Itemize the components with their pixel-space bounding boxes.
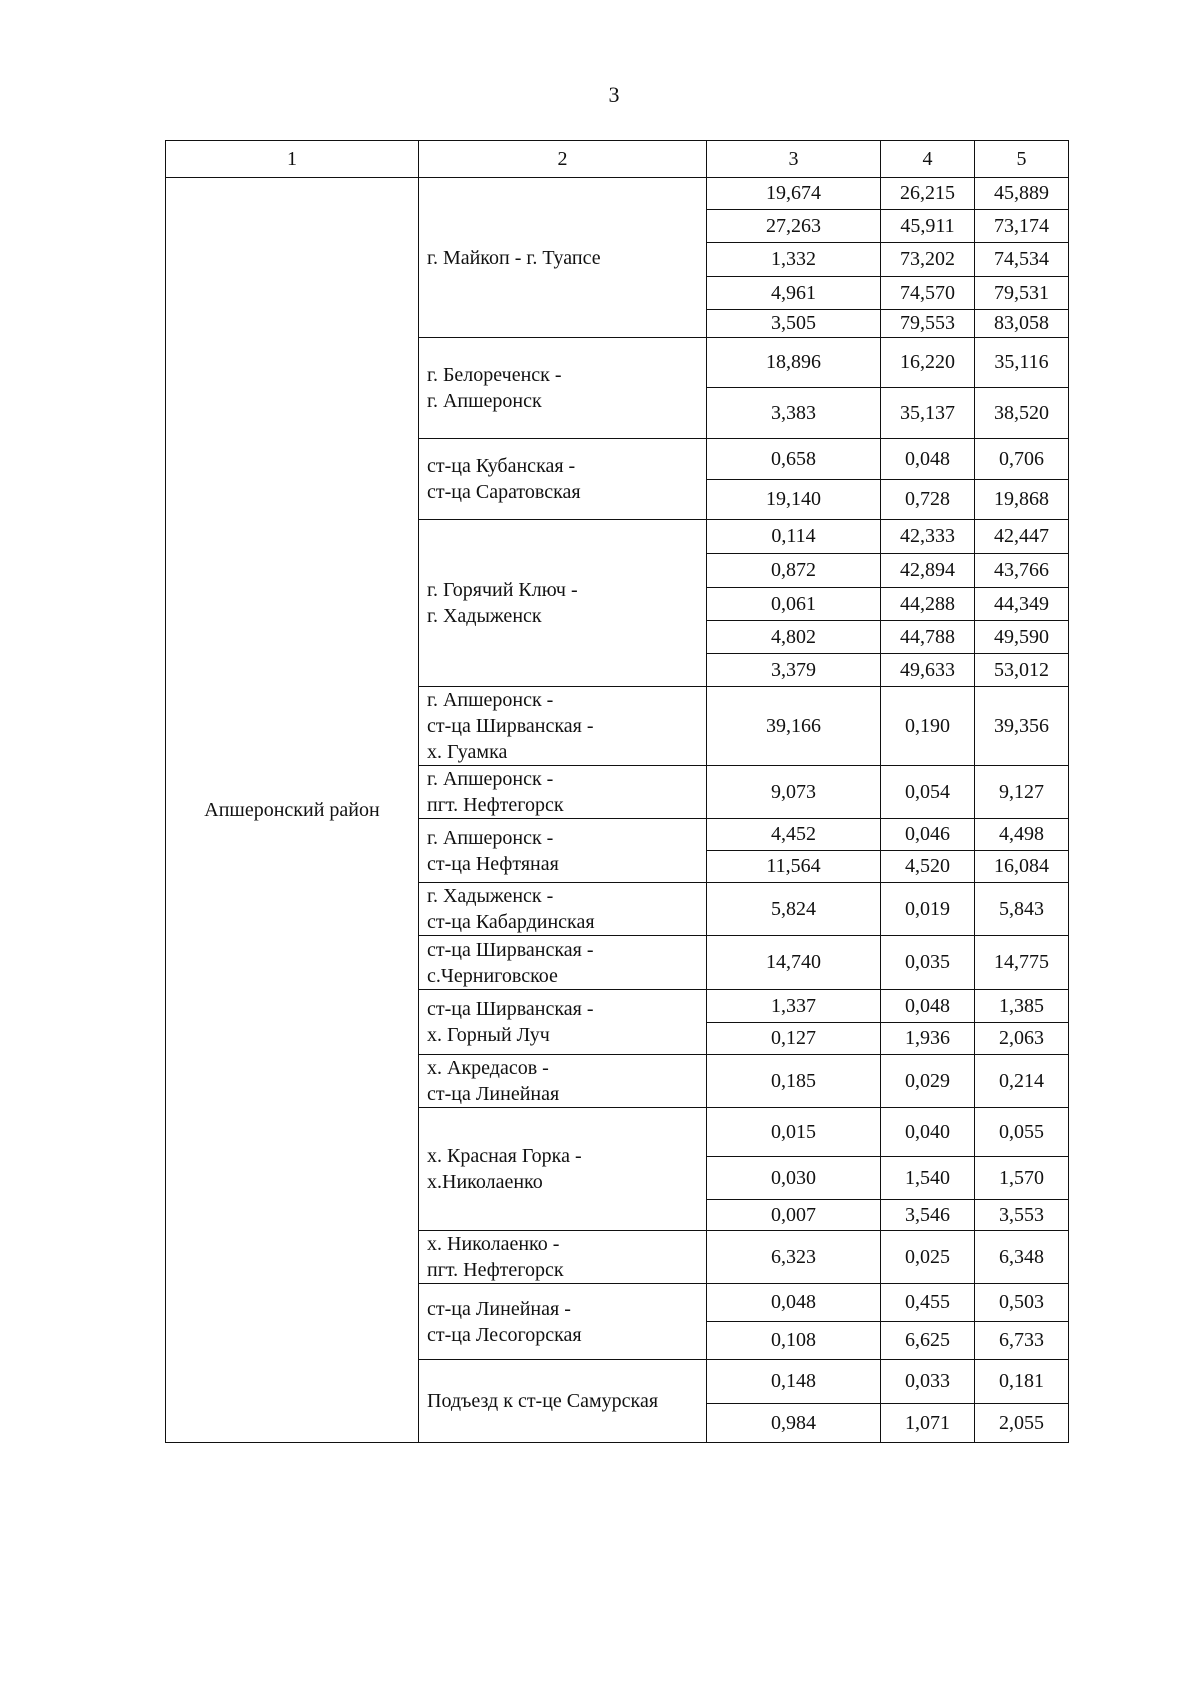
road-name-line: х. Красная Горка -: [427, 1145, 582, 1167]
road-name-line: г. Апшеронск -: [427, 826, 554, 849]
end-km-cell: 43,766: [975, 554, 1069, 588]
end-km-cell: 45,889: [975, 178, 1069, 210]
end-km-cell: 0,706: [975, 439, 1069, 480]
end-km-cell: 5,843: [975, 883, 1069, 936]
road-name-cell: [419, 1360, 707, 1443]
road-name-line: с.Черниговское: [427, 964, 558, 987]
end-km-cell: 2,063: [975, 1023, 1069, 1055]
road-name-line: ст-ца Ширванская -: [427, 998, 594, 1020]
road-name-line: г. Горячий Ключ -: [427, 579, 578, 601]
start-km-cell: 39,166: [707, 687, 881, 766]
length-km-cell: 0,033: [881, 1360, 975, 1404]
road-name-line: г. Апшеронск -: [427, 768, 554, 790]
road-name-line: г. Апшеронск: [427, 390, 542, 412]
length-km-cell: 0,029: [881, 1055, 975, 1108]
length-km-cell: 44,288: [881, 588, 975, 621]
road-name-line: г. Апшеронск -: [427, 689, 554, 711]
start-km-cell: 6,323: [707, 1231, 881, 1284]
road-name-cell: [419, 1108, 707, 1231]
length-km-cell: 0,728: [881, 480, 975, 520]
road-name-cell: [419, 819, 707, 883]
length-km-cell: 0,054: [881, 766, 975, 819]
road-name-line: г. Хадыженск: [427, 605, 542, 627]
end-km-cell: 73,174: [975, 210, 1069, 243]
road-name-line: пгт. Нефтегорск: [427, 794, 564, 816]
start-km-cell: 0,658: [707, 439, 881, 480]
length-km-cell: 0,019: [881, 883, 975, 936]
length-km-cell: 42,894: [881, 554, 975, 588]
length-km-cell: 1,071: [881, 1404, 975, 1443]
road-name-line: х. Акредасов -: [427, 1057, 549, 1079]
length-km-cell: 73,202: [881, 243, 975, 277]
start-km-cell: 4,802: [707, 621, 881, 654]
road-name-cell: [419, 936, 707, 990]
length-km-cell: 79,553: [881, 310, 975, 338]
end-km-cell: 14,775: [975, 936, 1069, 990]
start-km-cell: 14,740: [707, 936, 881, 990]
road-name-cell: [419, 1231, 707, 1284]
end-km-cell: 42,447: [975, 520, 1069, 554]
length-km-cell: 42,333: [881, 520, 975, 554]
end-km-cell: 0,503: [975, 1284, 1069, 1322]
road-name-cell: [419, 1055, 707, 1108]
road-name-cell: [419, 338, 707, 439]
length-km-cell: 0,035: [881, 936, 975, 990]
road-name-line: ст-ца Нефтяная: [427, 852, 559, 875]
end-km-cell: 6,733: [975, 1322, 1069, 1360]
end-km-cell: 39,356: [975, 687, 1069, 766]
district-cell: Апшеронский район: [166, 178, 419, 1443]
start-km-cell: 19,140: [707, 480, 881, 520]
road-name-line: г. Белореченск -: [427, 364, 562, 386]
road-name-cell: [419, 766, 707, 819]
road-name-line: г. Майкоп - г. Туапсе: [427, 246, 601, 269]
end-km-cell: 35,116: [975, 338, 1069, 388]
road-name-cell: [419, 990, 707, 1055]
end-km-cell: 83,058: [975, 310, 1069, 338]
road-name-line: х. Горный Луч: [427, 1024, 550, 1046]
road-name-cell: [419, 178, 707, 338]
start-km-cell: 11,564: [707, 851, 881, 883]
start-km-cell: 0,114: [707, 520, 881, 554]
road-name-cell: [419, 439, 707, 520]
end-km-cell: 2,055: [975, 1404, 1069, 1443]
header-col-4: 4: [881, 141, 975, 178]
length-km-cell: 0,048: [881, 990, 975, 1023]
end-km-cell: 79,531: [975, 277, 1069, 310]
end-km-cell: 0,181: [975, 1360, 1069, 1404]
end-km-cell: 1,570: [975, 1157, 1069, 1200]
end-km-cell: 19,868: [975, 480, 1069, 520]
table-row: [166, 178, 1069, 210]
start-km-cell: 0,984: [707, 1404, 881, 1443]
start-km-cell: 3,383: [707, 388, 881, 439]
start-km-cell: 0,048: [707, 1284, 881, 1322]
road-name-cell: [419, 1284, 707, 1360]
length-km-cell: 1,540: [881, 1157, 975, 1200]
road-name-cell: [419, 520, 707, 687]
length-km-cell: 16,220: [881, 338, 975, 388]
length-km-cell: 3,546: [881, 1200, 975, 1231]
length-km-cell: 49,633: [881, 654, 975, 687]
start-km-cell: 0,127: [707, 1023, 881, 1055]
length-km-cell: 1,936: [881, 1023, 975, 1055]
road-name-line: ст-ца Линейная -: [427, 1297, 571, 1320]
start-km-cell: 3,379: [707, 654, 881, 687]
length-km-cell: 0,048: [881, 439, 975, 480]
length-km-cell: 35,137: [881, 388, 975, 439]
start-km-cell: 3,505: [707, 310, 881, 338]
end-km-cell: 6,348: [975, 1231, 1069, 1284]
road-name-line: ст-ца Линейная: [427, 1083, 560, 1105]
road-name-line: х.Николаенко: [427, 1171, 543, 1193]
header-col-3: 3: [707, 141, 881, 178]
end-km-cell: 1,385: [975, 990, 1069, 1023]
road-name-line: ст-ца Кубанская -: [427, 455, 576, 477]
length-km-cell: 26,215: [881, 178, 975, 210]
end-km-cell: 4,498: [975, 819, 1069, 851]
end-km-cell: 53,012: [975, 654, 1069, 687]
start-km-cell: 4,452: [707, 819, 881, 851]
end-km-cell: 44,349: [975, 588, 1069, 621]
end-km-cell: 0,055: [975, 1108, 1069, 1157]
header-col-5: 5: [975, 141, 1069, 178]
length-km-cell: 0,190: [881, 687, 975, 766]
length-km-cell: 4,520: [881, 851, 975, 883]
road-name-line: х. Николаенко -: [427, 1233, 560, 1255]
header-col-1: 1: [166, 141, 419, 178]
road-table: [165, 140, 1069, 1443]
length-km-cell: 0,455: [881, 1284, 975, 1322]
length-km-cell: 0,025: [881, 1231, 975, 1284]
start-km-cell: 9,073: [707, 766, 881, 819]
end-km-cell: 9,127: [975, 766, 1069, 819]
start-km-cell: 0,015: [707, 1108, 881, 1157]
road-name-line: ст-ца Ширванская -: [427, 938, 594, 961]
page-number: 3: [608, 82, 620, 107]
header-row: [166, 141, 1069, 178]
length-km-cell: 44,788: [881, 621, 975, 654]
start-km-cell: 1,332: [707, 243, 881, 277]
road-name-line: ст-ца Саратовская: [427, 481, 581, 503]
length-km-cell: 0,046: [881, 819, 975, 851]
road-name-line: ст-ца Ширванская -: [427, 715, 594, 737]
header-col-2: 2: [419, 141, 707, 178]
start-km-cell: 27,263: [707, 210, 881, 243]
start-km-cell: 1,337: [707, 990, 881, 1023]
end-km-cell: 3,553: [975, 1200, 1069, 1231]
road-name-line: г. Хадыженск -: [427, 885, 554, 907]
length-km-cell: 6,625: [881, 1322, 975, 1360]
length-km-cell: 0,040: [881, 1108, 975, 1157]
road-name-line: х. Гуамка: [427, 741, 508, 763]
start-km-cell: 4,961: [707, 277, 881, 310]
end-km-cell: 16,084: [975, 851, 1069, 883]
start-km-cell: 0,148: [707, 1360, 881, 1404]
start-km-cell: 19,674: [707, 178, 881, 210]
end-km-cell: 49,590: [975, 621, 1069, 654]
start-km-cell: 0,872: [707, 554, 881, 588]
start-km-cell: 0,030: [707, 1157, 881, 1200]
end-km-cell: 0,214: [975, 1055, 1069, 1108]
start-km-cell: 0,108: [707, 1322, 881, 1360]
road-name-line: Подъезд к ст-це Самурская: [427, 1390, 659, 1412]
start-km-cell: 0,061: [707, 588, 881, 621]
road-name-line: ст-ца Кабардинская: [427, 911, 595, 933]
road-name-cell: [419, 883, 707, 936]
end-km-cell: 38,520: [975, 388, 1069, 439]
road-name-cell: [419, 687, 707, 766]
end-km-cell: 74,534: [975, 243, 1069, 277]
start-km-cell: 18,896: [707, 338, 881, 388]
road-name-line: пгт. Нефтегорск: [427, 1259, 564, 1281]
road-name-line: ст-ца Лесогорская: [427, 1323, 582, 1346]
length-km-cell: 74,570: [881, 277, 975, 310]
start-km-cell: 0,185: [707, 1055, 881, 1108]
start-km-cell: 5,824: [707, 883, 881, 936]
start-km-cell: 0,007: [707, 1200, 881, 1231]
length-km-cell: 45,911: [881, 210, 975, 243]
